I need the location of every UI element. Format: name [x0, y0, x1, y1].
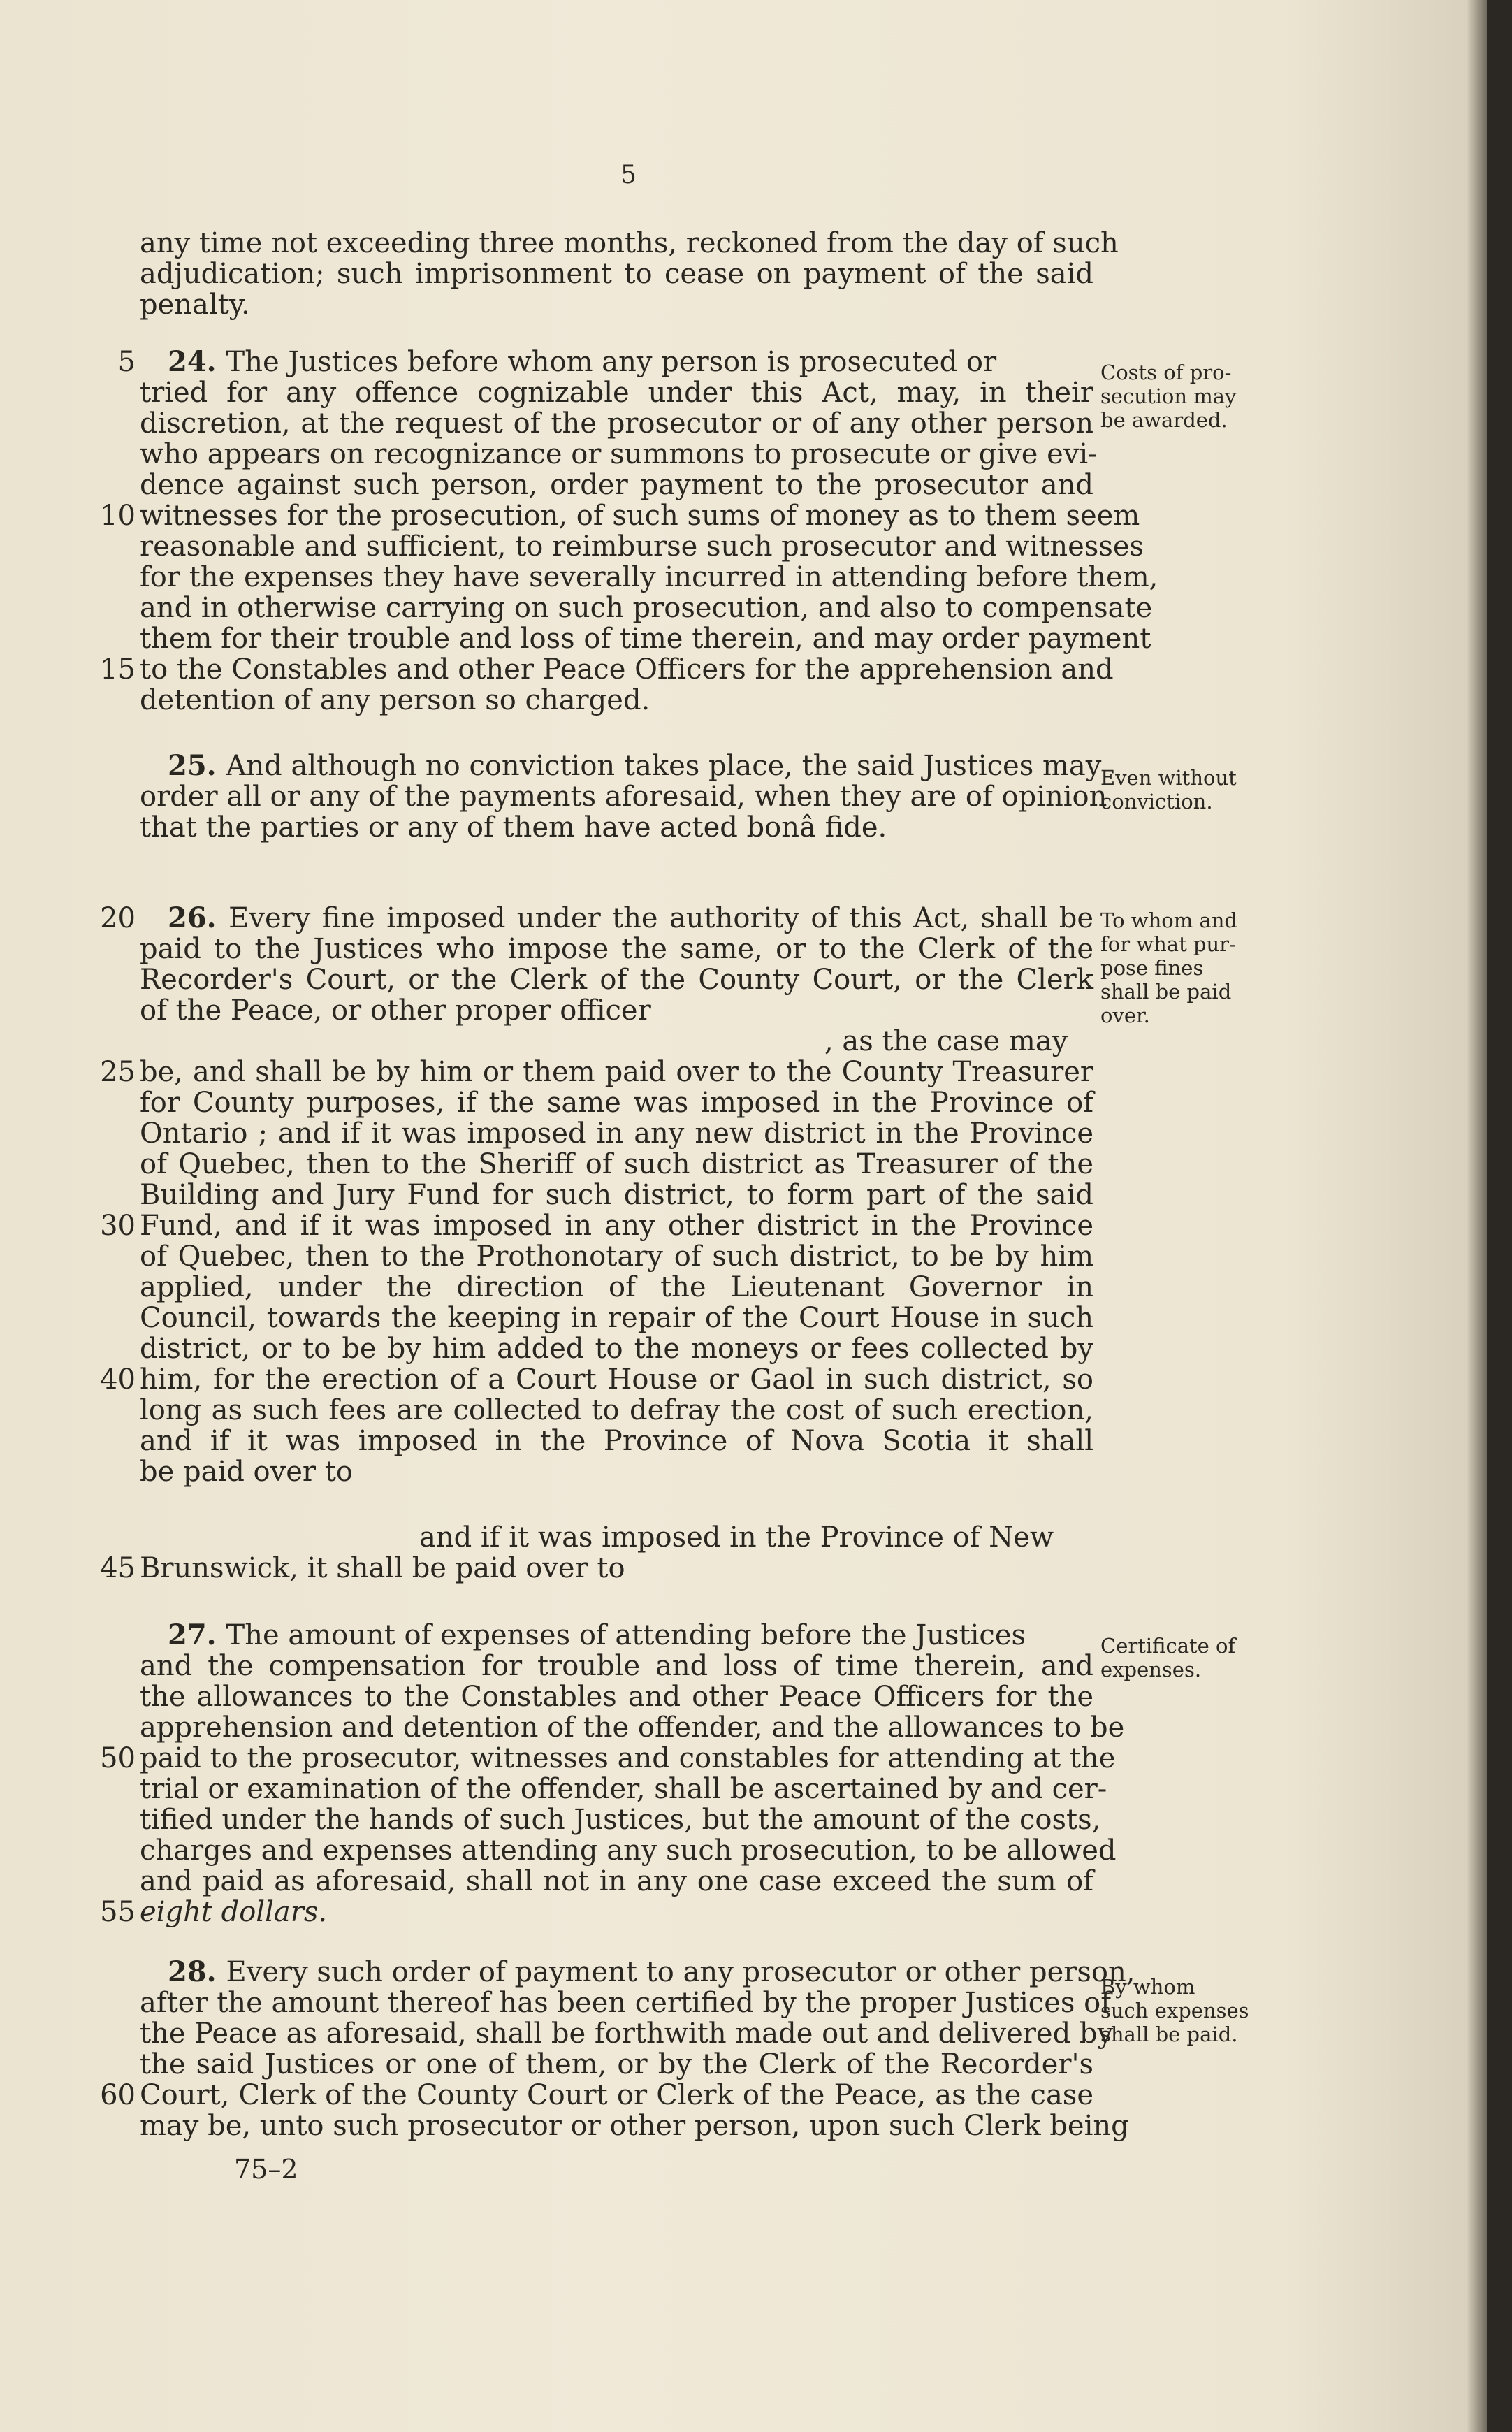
- line-text: the Peace as aforesaid, shall be forthwith made out and delivered by: [140, 2018, 1114, 2050]
- line-number: 25: [100, 1056, 136, 1088]
- line-number: 30: [100, 1210, 136, 1242]
- text-line: [140, 1804, 1101, 1836]
- text-line: [140, 1118, 1093, 1149]
- text-line: [140, 934, 1093, 964]
- text-line: [140, 1834, 1117, 1867]
- line-text: of Quebec, then to the Prothonotary of such district, to be by him: [140, 1240, 1093, 1273]
- text-line: [140, 1210, 1093, 1241]
- text-line: [140, 1426, 1093, 1456]
- text-line: [140, 227, 1119, 259]
- text-line: [824, 1026, 1512, 1057]
- text-line: [140, 530, 1144, 563]
- line-text: to the Constables and other Peace Officers for the apprehension and: [140, 653, 1114, 686]
- text-line: [140, 1651, 1093, 1681]
- line-text: apprehension and detention of the offender, and the allowances to be: [140, 1711, 1125, 1744]
- line-text: penalty.: [140, 289, 250, 321]
- line-text: and if it was imposed in the Province of New: [419, 1521, 1054, 1554]
- line-text: the allowances to the Constables and other Peace Officers for the: [140, 1681, 1093, 1713]
- text-line: [140, 812, 1097, 843]
- marginal-note-line: expenses.: [1100, 1658, 1202, 1681]
- text-line: [140, 1272, 1093, 1303]
- line-number: 55: [100, 1896, 136, 1928]
- section-number: 25.: [168, 749, 226, 782]
- marginal-note-line: To whom and: [1100, 909, 1237, 932]
- marginal-note: [1100, 361, 1236, 432]
- text-line: [140, 1087, 1093, 1118]
- marginal-note-line: shall be paid.: [1100, 2022, 1238, 2046]
- text-line: [168, 749, 1102, 782]
- line-text: be, and shall be by him or them paid over to the County Treasurer: [140, 1056, 1093, 1088]
- text-line: [140, 377, 1093, 408]
- line-text: discretion, at the request of the prosecutor or of any other person: [140, 407, 1093, 440]
- text-line: [140, 1742, 1116, 1774]
- text-line: [140, 685, 1097, 716]
- section-number: 24.: [168, 345, 226, 378]
- line-text: Court, Clerk of the County Court or Clerk of the Peace, as the case: [140, 2079, 1093, 2111]
- line-text: of Quebec, then to the Sheriff of such district as Treasurer of the: [140, 1148, 1093, 1180]
- text-line: [140, 2080, 1093, 2111]
- line-text: and if it was imposed in the Province of Nova Scotia it shall: [140, 1425, 1093, 1457]
- text-line: [140, 438, 1098, 470]
- line-text: dence against such person, order payment to the prosecutor and: [140, 469, 1093, 501]
- marginal-note-line: Certificate of: [1100, 1634, 1236, 1658]
- section-number: 26.: [168, 902, 229, 934]
- marginal-note-line: such expenses: [1100, 1999, 1249, 2022]
- line-number: 20: [100, 902, 136, 934]
- marginal-note: [1100, 1975, 1249, 2046]
- section-number: 27.: [168, 1619, 226, 1651]
- line-text: Council, towards the keeping in repair of the Court House in such: [140, 1302, 1093, 1334]
- line-text: be paid over to: [140, 1456, 353, 1488]
- text-line: [140, 623, 1151, 655]
- text-line: [168, 1955, 1135, 1988]
- line-text: for County purposes, if the same was imposed in the Province of: [140, 1087, 1093, 1119]
- line-text: tified under the hands of such Justices, but the amount of the costs,: [140, 1804, 1101, 1836]
- line-text: eight dollars.: [140, 1896, 328, 1928]
- text-line: [140, 964, 1093, 995]
- line-text: The Justices before whom any person is prosecuted or: [226, 346, 997, 378]
- line-text: any time not exceeding three months, reckoned from the day of such: [140, 227, 1119, 259]
- line-text: Recorder's Court, or the Clerk of the County Court, or the Clerk: [140, 964, 1093, 996]
- line-text: may be, unto such prosecutor or other person, upon such Clerk being: [140, 2110, 1129, 2142]
- binding-edge: [1487, 0, 1512, 2432]
- text-line: [140, 781, 1107, 813]
- line-text: applied, under the direction of the Lieutenant Governor in: [140, 1271, 1093, 1303]
- line-text: district, or to be by him added to the moneys or fees collected by: [140, 1333, 1093, 1365]
- text-line: [140, 2018, 1114, 2050]
- page-number: 5: [620, 161, 637, 189]
- text-line: [419, 1522, 1376, 1553]
- line-text: charges and expenses attending any such prosecution, to be allowed: [140, 1834, 1117, 1867]
- text-line: [168, 903, 1093, 934]
- line-text: them for their trouble and loss of time therein, and may order payment: [140, 623, 1151, 655]
- text-line: [140, 561, 1158, 593]
- line-text: long as such fees are collected to defray the cost of such erection,: [140, 1394, 1093, 1426]
- line-text: tried for any offence cognizable under this Act, may, in their: [140, 377, 1093, 409]
- line-text: order all or any of the payments aforesaid, when they are of opinion: [140, 781, 1107, 813]
- line-text: and the compensation for trouble and loss of time therein, and: [140, 1650, 1093, 1682]
- marginal-note-line: shall be paid: [1100, 980, 1232, 1004]
- line-number: 60: [100, 2079, 136, 2111]
- marginal-note: [1100, 1634, 1235, 1681]
- marginal-note: [1100, 766, 1237, 813]
- line-text: reasonable and sufficient, to reimburse such prosecutor and witnesses: [140, 530, 1144, 563]
- text-line: [140, 1773, 1107, 1805]
- marginal-note-line: pose fines: [1100, 956, 1204, 980]
- line-text: And although no conviction takes place, the said Justices may: [226, 750, 1102, 782]
- text-line: [140, 1180, 1093, 1210]
- text-line: [140, 1711, 1125, 1744]
- line-text: for the expenses they have severally incurred in attending before them,: [140, 561, 1158, 593]
- text-line: [140, 1866, 1093, 1897]
- line-text: paid to the prosecutor, witnesses and constables for attending at the: [140, 1742, 1116, 1774]
- line-number: 50: [100, 1742, 136, 1774]
- text-line: [140, 653, 1114, 686]
- text-line: [140, 1553, 1097, 1584]
- text-line: [140, 1987, 1111, 2019]
- text-line: [140, 259, 1093, 289]
- text-line: [140, 1364, 1093, 1395]
- line-text: Ontario ; and if it was imposed in any new district in the Province: [140, 1117, 1093, 1150]
- text-line: [140, 289, 1097, 320]
- marginal-note-line: be awarded.: [1100, 408, 1228, 432]
- line-text: and paid as aforesaid, shall not in any one case exceed the sum of: [140, 1865, 1093, 1897]
- line-text: Brunswick, it shall be paid over to: [140, 1552, 625, 1584]
- line-number: 10: [100, 500, 136, 532]
- line-text: of the Peace, or other proper officer: [140, 994, 651, 1027]
- text-line: [140, 1456, 1097, 1487]
- section-number: 28.: [168, 1955, 226, 1988]
- text-line: [140, 1149, 1093, 1180]
- line-text: Every fine imposed under the authority of this Act, shall be: [228, 902, 1094, 934]
- text-line: [140, 1395, 1093, 1426]
- marginal-note: [1100, 909, 1237, 1027]
- text-line: [140, 1303, 1093, 1333]
- text-line: [140, 1897, 1097, 1927]
- footer-signature: 75–2: [234, 2154, 298, 2185]
- line-text: adjudication; such imprisonment to cease on payment of the said: [140, 258, 1093, 290]
- marginal-note-line: over.: [1100, 1004, 1150, 1027]
- line-text: who appears on recognizance or summons to prosecute or give evi-: [140, 438, 1098, 470]
- marginal-note-line: By whom: [1100, 1975, 1195, 1999]
- line-text: the said Justices or one of them, or by the Clerk of the Recorder's: [140, 2048, 1093, 2080]
- text-line: [140, 2110, 1129, 2142]
- line-number: 40: [100, 1363, 136, 1396]
- line-number: 45: [100, 1552, 136, 1584]
- line-text: Building and Jury Fund for such district, to form part of the said: [140, 1179, 1093, 1211]
- line-text: paid to the Justices who impose the same, or to the Clerk of the: [140, 933, 1093, 965]
- text-line: [140, 1333, 1093, 1364]
- marginal-note-line: Even without: [1100, 766, 1237, 790]
- line-text: trial or examination of the offender, shall be ascertained by and cer-: [140, 1773, 1107, 1805]
- text-line: [140, 1681, 1093, 1712]
- line-text: witnesses for the prosecution, of such sums of money as to them seem: [140, 500, 1140, 532]
- line-text: detention of any person so charged.: [140, 684, 650, 716]
- text-line: [140, 1057, 1093, 1087]
- text-line: [140, 470, 1093, 500]
- marginal-note-line: Costs of pro-: [1100, 361, 1232, 384]
- text-line: [140, 408, 1093, 439]
- text-line: [168, 1620, 1125, 1651]
- line-text: The amount of expenses of attending before the Justices: [226, 1619, 1026, 1651]
- line-text: Fund, and if it was imposed in any other district in the Province: [140, 1210, 1093, 1242]
- marginal-note-line: conviction.: [1100, 790, 1213, 813]
- line-number: 5: [117, 346, 136, 378]
- text-line: [168, 347, 1125, 377]
- marginal-note-line: secution may: [1100, 384, 1237, 408]
- line-text: Every such order of payment to any prosecutor or other person,: [226, 1956, 1135, 1988]
- marginal-note-line: for what pur-: [1100, 932, 1236, 956]
- text-line: [140, 2049, 1093, 2080]
- text-line: [140, 995, 1097, 1026]
- line-text: after the amount thereof has been certified by the proper Justices of: [140, 1987, 1111, 2019]
- line-text: and in otherwise carrying on such prosecution, and also to compensate: [140, 592, 1153, 624]
- text-line: [140, 1241, 1093, 1272]
- line-text: him, for the erection of a Court House or Gaol in such district, so: [140, 1363, 1093, 1396]
- line-text: , as the case may: [824, 1025, 1068, 1057]
- line-number: 15: [100, 653, 136, 686]
- text-line: [140, 500, 1140, 532]
- text-line: [140, 592, 1153, 624]
- line-text: that the parties or any of them have acted bonâ fide.: [140, 811, 887, 844]
